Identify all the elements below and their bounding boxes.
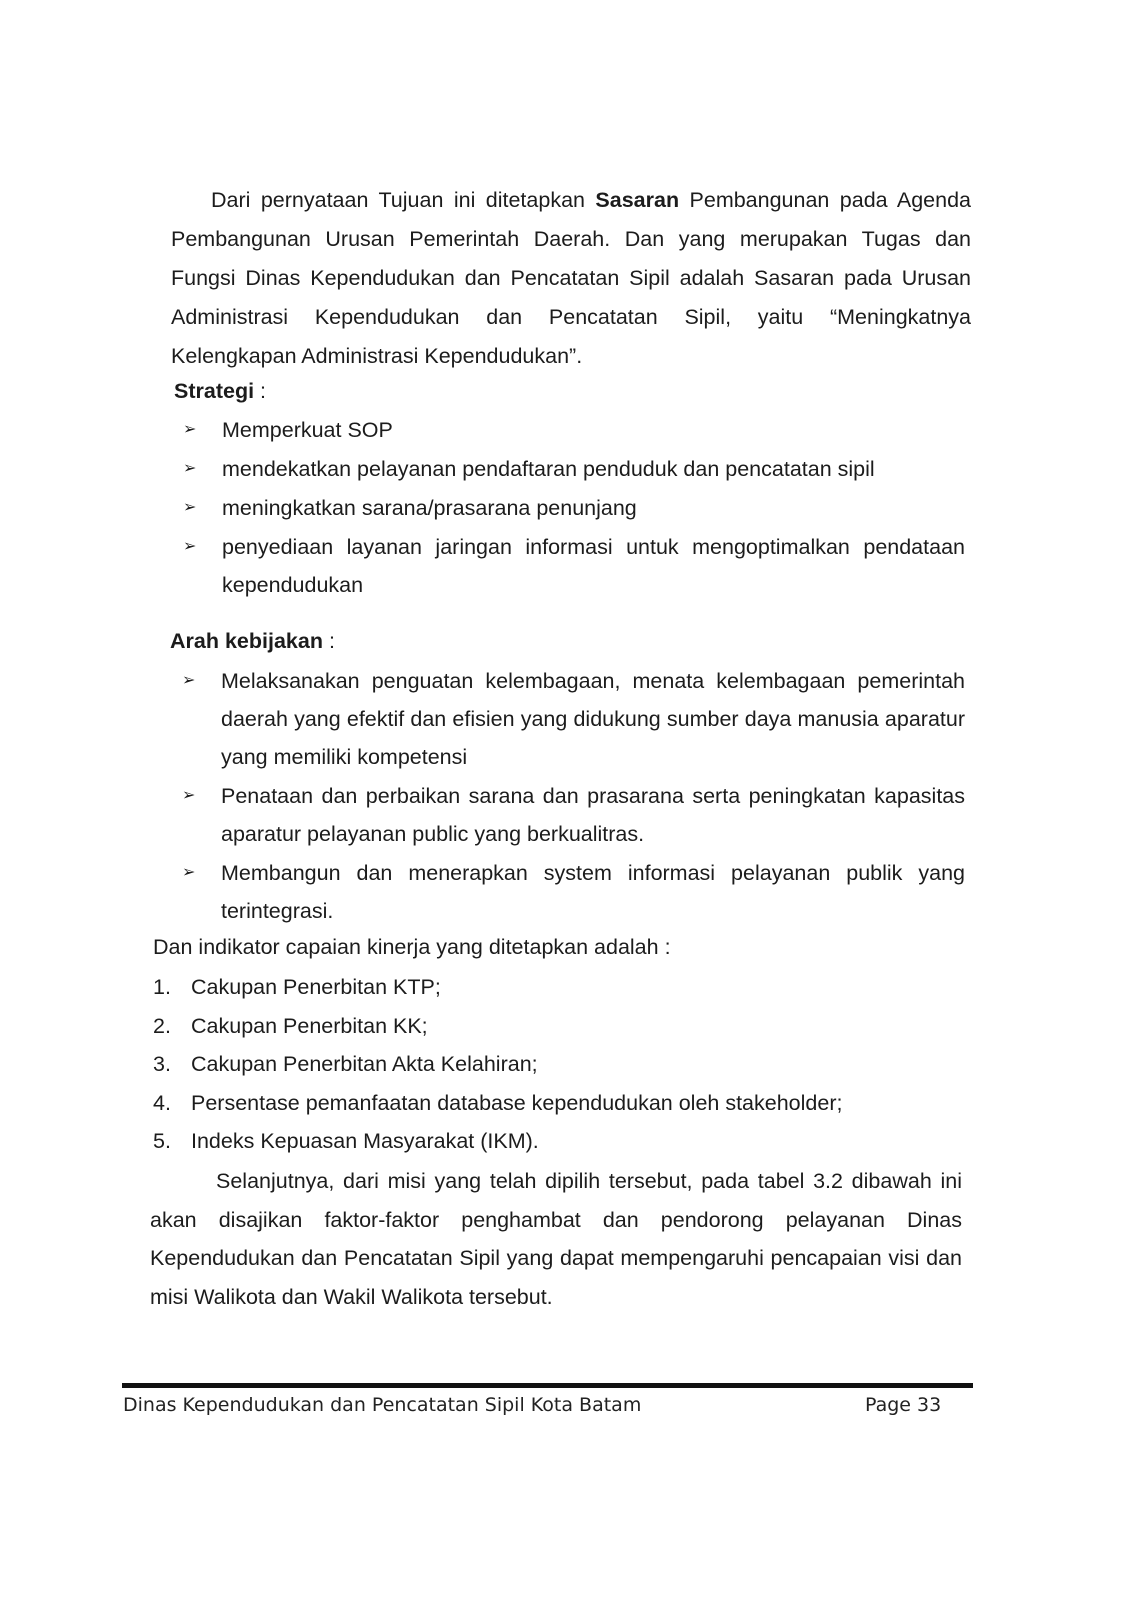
arrow-bullet-icon: ➢ [182,787,196,804]
intro-text-start: Dari pernyataan Tujuan ini ditetapkan [211,188,596,212]
intro-text-end: Pembangunan pada Agenda Pembangunan Urusan Pemerintah Daerah. Dan yang merupakan Tugas dan Fungsi Dinas Kependudukan dan Pencatatan Sipil adalah Sasaran pada Urusan Administrasi Kependudukan dan Pencatatan Sipil, yaitu “Meningkatnya Kelengkapan Administrasi Kependudukan”. [171,188,972,368]
list-item [183,489,965,527]
list-number: 4. [153,1090,171,1115]
list-item-text: Indeks Kepuasan Masyarakat (IKM). [191,1129,539,1153]
list-item-text: Cakupan Penerbitan KK; [191,1013,428,1038]
arrow-bullet-icon: ➢ [183,421,197,438]
arah-kebijakan-list [182,662,965,931]
list-item [153,1045,953,1084]
arrow-bullet-icon: ➢ [182,864,196,881]
list-item-text: penyediaan layanan jaringan informasi untuk mengoptimalkan pendataan kependudukan [222,535,965,597]
list-item [153,968,953,1007]
strategi-colon: : [254,379,267,403]
list-item-text: Memperkuat SOP [222,418,393,442]
list-number: 1. [153,975,171,999]
strategi-list [183,411,965,605]
indikator-list [153,968,953,1161]
list-number: 3. [153,1052,171,1076]
list-number: 2. [153,1013,171,1038]
list-item-text: Membangun dan menerapkan system informasi pelayanan publik yang terintegrasi. [221,861,965,923]
list-item-text: meningkatkan sarana/prasarana penunjang [222,496,637,520]
strategi-title: Strategi [174,379,255,403]
list-item-text: Cakupan Penerbitan Akta Kelahiran; [191,1052,538,1076]
list-item-text: Penataan dan perbaikan sarana dan prasarana serta peningkatan kapasitas aparatur pelayanan public yang berkualitras. [221,784,965,846]
footer-divider [122,1383,973,1388]
list-number: 5. [153,1129,171,1153]
list-item-text: Melaksanakan penguatan kelembagaan, menata kelembagaan pemerintah daerah yang efektif dan efisien yang didukung sumber daya manusia aparatur yang memiliki kompetensi [221,669,965,769]
arrow-bullet-icon: ➢ [183,499,197,516]
list-item [182,854,965,930]
list-item [183,528,965,604]
list-item [153,1122,953,1161]
list-item-text: Cakupan Penerbitan KTP; [191,975,441,999]
list-item [183,450,965,488]
list-item [183,411,965,449]
list-item-text: mendekatkan pelayanan pendaftaran penduduk dan pencatatan sipil [222,457,875,481]
arrow-bullet-icon: ➢ [183,460,197,477]
list-item [153,1084,953,1123]
footer-page-number: Page 33 [865,1394,942,1416]
arah-kebijakan-heading [170,626,335,656]
arah-kebijakan-colon: : [322,629,335,653]
list-item [153,1007,953,1046]
arah-kebijakan-title: Arah kebijakan [170,629,323,653]
intro-paragraph [171,181,971,376]
list-item-text: Persentase pemanfaatan database kependudukan oleh stakeholder; [191,1090,843,1115]
footer-organization: Dinas Kependudukan dan Pencatatan Sipil Kota Batam [123,1394,642,1416]
arrow-bullet-icon: ➢ [183,538,197,555]
arrow-bullet-icon: ➢ [182,672,196,689]
strategi-heading [174,376,266,406]
list-item [182,777,965,853]
list-item [182,662,965,776]
closing-paragraph: Selanjutnya, dari misi yang telah dipilih tersebut, pada tabel 3.2 dibawah ini akan disajikan faktor-faktor penghambat dan pendorong pelayanan Dinas Kependudukan dan Pencatatan Sipil yang dapat mempengaruhi pencapaian visi dan misi Walikota dan Wakil Walikota tersebut. [150,1169,962,1309]
indikator-heading: Dan indikator capaian kinerja yang ditetapkan adalah : [153,935,671,959]
intro-bold-term: Sasaran [595,188,680,212]
